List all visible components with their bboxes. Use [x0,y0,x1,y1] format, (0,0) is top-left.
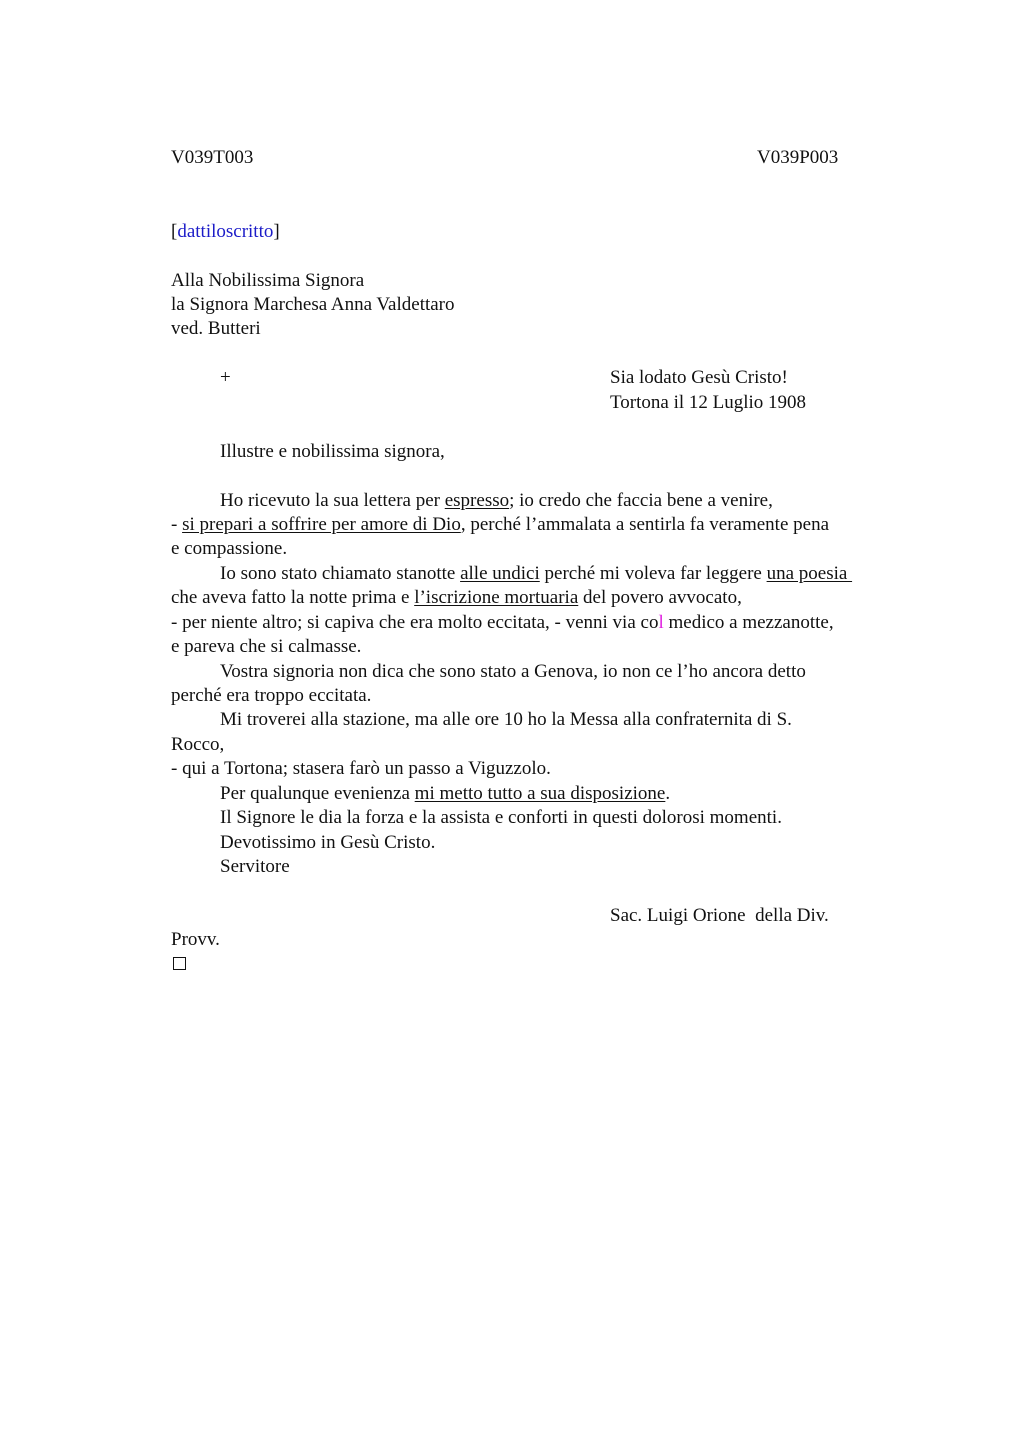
typescript-note [171,220,280,244]
underlined-text: una poesia [766,563,853,584]
underlined-text: l’iscrizione mortuaria [414,587,579,608]
body-line: Rocco, [171,734,225,755]
typescript-label: dattiloscritto [177,221,274,242]
body-line: - per niente altro; si capiva che era molto eccitata, - venni via col medico a mezzanotte, [171,612,834,633]
body-line: Mi troverei alla stazione, ma alle ore 10 ho la Messa alla confraternita di S. [220,709,792,730]
recipient-line: ved. Butteri [171,318,261,339]
underlined-text: alle undici [460,563,540,584]
underlined-text: si prepari a soffrire per amore di Dio [182,514,461,535]
document-code-right: V039P003 [757,147,839,168]
body-line: e pareva che si calmasse. [171,636,362,657]
body-line: Vostra signoria non dica che sono stato a Genova, io non ce l’ho ancora detto [220,661,806,682]
signature-continuation: Provv. [171,929,220,950]
highlighted-letter: l [658,612,664,633]
signature: Sac. Luigi Orione della Div. [610,905,829,926]
underlined-text: mi metto tutto a sua disposizione [414,783,666,804]
body-line: Per qualunque evenienza mi metto tutto a sua disposizione. [220,783,671,804]
salutation: Illustre e nobilissima signora, [220,441,445,462]
underlined-text: espresso [444,490,510,511]
praise-line: Sia lodato Gesù Cristo! [610,367,788,388]
body-line: - qui a Tortona; stasera farò un passo a Viguzzolo. [171,758,551,779]
bracket-close: ] [273,221,280,242]
place-date: Tortona il 12 Luglio 1908 [610,392,807,413]
body-line: Ho ricevuto la sua lettera per espresso; io credo che faccia bene a venire, [220,490,773,511]
closing-line: Il Signore le dia la forza e la assista e conforti in questi dolorosi momenti. [220,807,782,828]
recipient-line: la Signora Marchesa Anna Valdettaro [171,294,455,315]
recipient-line: Alla Nobilissima Signora [171,270,365,291]
cross-symbol: + [220,367,231,388]
body-line: perché era troppo eccitata. [171,685,372,706]
body-line: Io sono stato chiamato stanotte alle undici perché mi voleva far leggere una poesia [220,563,853,584]
checkbox-symbol [173,957,186,970]
bracket-open: [ [171,221,178,242]
closing-line: Servitore [220,856,290,877]
body-line: e compassione. [171,538,288,559]
document-code-left: V039T003 [171,147,254,168]
closing-line: Devotissimo in Gesù Cristo. [220,832,436,853]
body-line: - si prepari a soffrire per amore di Dio, perché l’ammalata a sentirla fa veramente pena [171,514,830,535]
body-line: che aveva fatto la notte prima e l’iscrizione mortuaria del povero avvocato, [171,587,742,608]
